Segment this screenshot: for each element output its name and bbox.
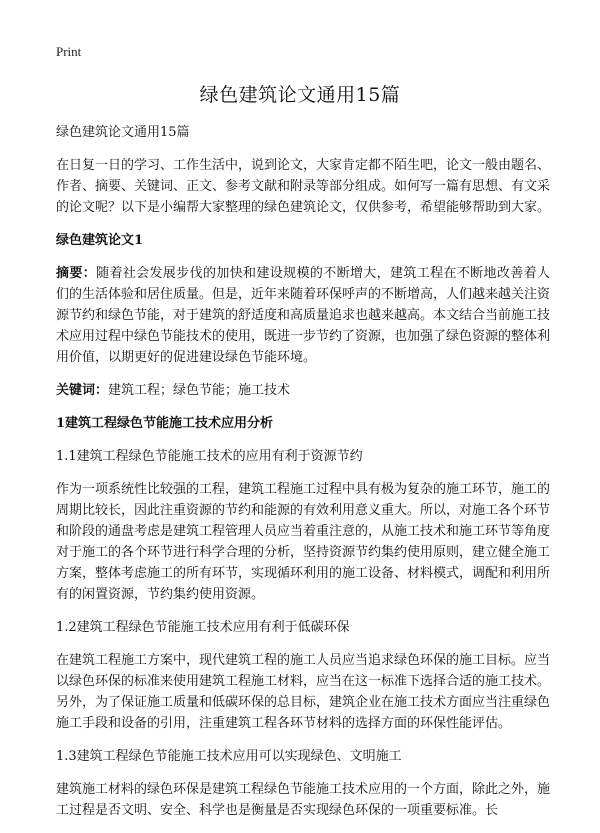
print-link[interactable]: Print bbox=[56, 44, 82, 59]
keywords-text: 建筑工程；绿色节能；施工技术 bbox=[108, 383, 291, 398]
section-heading: 绿色建筑论文1 bbox=[56, 233, 144, 248]
heading-1: 1建筑工程绿色节能施工技术应用分析 bbox=[56, 416, 274, 431]
subheading-1-2: 1.2建筑工程绿色节能施工技术应用有利于低碳环保 bbox=[56, 620, 350, 635]
subheading-1-1: 1.1建筑工程绿色节能施工技术的应用有利于资源节约 bbox=[56, 449, 363, 464]
keywords-label: 关键词： bbox=[56, 383, 109, 398]
article-subtitle: 绿色建筑论文通用15篇 bbox=[56, 125, 190, 140]
intro-paragraph: 在日复一日的学习、工作生活中，说到论文，大家肯定都不陌生吧，论文一般由题名、作者、摘要、关键词、正文、参考文献和附录等部分组成。如何写一篇有思想、有文采的论文呢？以下是小编帮大家整理的绿色建筑论文，仅供参考，希望能够帮助到大家。 bbox=[56, 158, 551, 215]
article-body bbox=[56, 122, 550, 833]
keywords-paragraph bbox=[56, 380, 550, 401]
paragraph-1-1: 作为一项系统性比较强的工程，建筑工程施工过程中具有极为复杂的施工环节，施工的周期比较长，因此注重资源的节约和能源的有效利用意义重大。所以，对施工各个环节和阶段的通盘考虑是建筑工程管理人员应当着重注意的，从施工技术和施工环节等角度对于施工的各个环节进行科学合理的分析，坚持资源节约集约使用原则，建立健全施工方案，整体考虑施工的所有环节，实现循环利用的施工设备、材料模式，调配和利用所有的闲置资源，节约集约使用资源。 bbox=[56, 482, 551, 602]
abstract-text: 随着社会发展步伐的加快和建设规模的不断增大，建筑工程在不断地改善着人们的生活体验和居住质量。但是，近年来随着环保呼声的不断增高，人们越来越关注资源节约和绿色节能，对于建筑的舒适度和高质量追求也越来越高。本文结合当前施工技术应用过程中绿色节能技术的使用，既进一步节约了资源，也加强了绿色资源的整体利用价值，以期更好的促进建设绿色节能环境。 bbox=[56, 266, 551, 365]
paragraph-1-2: 在建筑工程施工方案中，现代建筑工程的施工人员应当追求绿色环保的施工目标。应当以绿色环保的标准来使用建筑工程施工材料，应当在这一标准下选择合适的施工技术。另外，为了保证施工质量和低碳环保的总目标，建筑企业在施工技术方面应当注重绿色施工手段和设备的引用，注重建筑工程各环节材料的选择方面的环保性能评估。 bbox=[56, 653, 551, 731]
subheading-1-3: 1.3建筑工程绿色节能施工技术应用可以实现绿色、文明施工 bbox=[56, 749, 402, 764]
paragraph-1-3: 建筑施工材料的绿色环保是建筑工程绿色节能施工技术应用的一个方面，除此之外，施工过程是否文明、安全、科学也是衡量是否实现绿色环保的一项重要标准。长 bbox=[56, 782, 551, 818]
abstract-paragraph bbox=[56, 263, 550, 368]
abstract-label: 摘要： bbox=[56, 266, 97, 281]
page-title: 绿色建筑论文通用15篇 bbox=[199, 84, 401, 106]
